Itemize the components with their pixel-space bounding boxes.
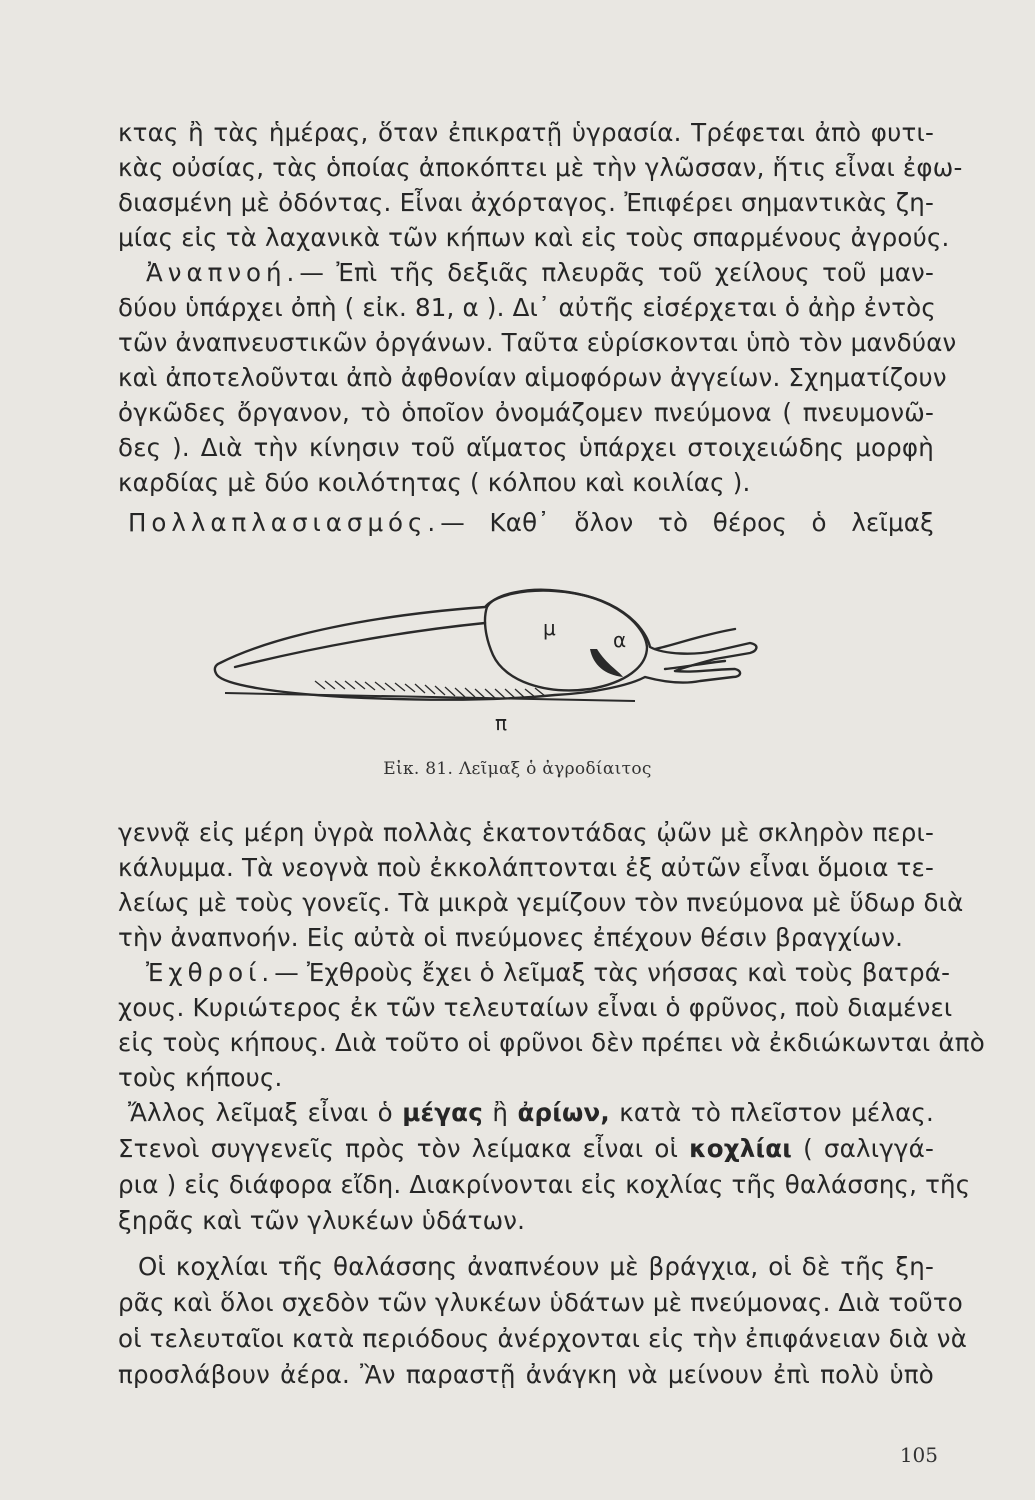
label-mu: μ <box>543 616 556 640</box>
other-slug-suffix: κατὰ τὸ πλεῖστον μέλας. <box>609 1098 934 1127</box>
enemies-heading: Ἐχθροί. <box>146 958 275 987</box>
text-line <box>128 508 934 538</box>
snails-prefix: Στενοὶ συγγενεῖς πρὸς τὸν λείμακα εἶναι οἱ <box>118 1134 690 1163</box>
text-line: εἰς τοὺς κήπους. Διὰ τοῦτο οἱ φρῦνοι δὲν πρέπει νὰ ἐκδιώκωνται ἀπὸ <box>118 1028 985 1057</box>
page-number: 105 <box>899 1443 938 1467</box>
label-alpha: α <box>613 628 627 652</box>
text-line <box>146 258 934 288</box>
text-line: κτας ἢ τὰς ἡμέρας, ὅταν ἐπικρατῇ ὑγρασία. Τρέφεται ἀπὸ φυτι- <box>118 118 934 147</box>
text-line: ξηρᾶς καὶ τῶν γλυκέων ὑδάτων. <box>118 1206 526 1235</box>
text-line: κάλυμμα. Τὰ νεογνὰ ποὺ ἐκκολάπτονται ἐξ αὐτῶν εἶναι ὅμοια τε- <box>118 853 934 882</box>
label-pi: π <box>495 711 508 735</box>
snails-suffix: ( σαλιγγά- <box>792 1134 934 1163</box>
text-line: οἱ τελευταῖοι κατὰ περιόδους ἀνέρχονται εἰς τὴν ἐπιφάνειαν διὰ νὰ <box>118 1324 968 1353</box>
other-slug-prefix: Ἄλλος λεῖμαξ εἶναι ὁ <box>128 1098 403 1127</box>
breathing-heading: Ἀναπνοή. <box>146 258 300 287</box>
text-line: τὴν ἀναπνοήν. Εἰς αὐτὰ οἱ πνεύμονες ἐπέχουν θέσιν βραγχίων. <box>118 923 904 952</box>
other-slug-mid: ἢ <box>482 1098 518 1127</box>
reproduction-first-line: — Καθ᾽ ὅλον τὸ θέρος ὁ λεῖμαξ <box>440 508 934 537</box>
snails-bold-kochliai: κοχλίαι <box>689 1134 793 1163</box>
text-line: γεννᾷ εἰς μέρη ὑγρὰ πολλὰς ἑκατοντάδας ᾠῶν μὲ σκληρὸν περι- <box>118 818 934 847</box>
text-line: ρια ) εἰς διάφορα εἴδη. Διακρίνονται εἰς κοχλίας τῆς θαλάσσης, τῆς <box>118 1170 971 1199</box>
text-line: προσλάβουν ἀέρα. Ἂν παραστῇ ἀνάγκη νὰ μείνουν ἐπὶ πολὺ ὑπὸ <box>118 1360 934 1389</box>
other-slug-bold-arion: ἀρίων, <box>517 1098 610 1127</box>
text-line: καὶ ἀποτελοῦνται ἀπὸ ἀφθονίαν αἱμοφόρων ἀγγείων. Σχηματίζουν <box>118 363 947 392</box>
text-line: ὀγκῶδες ὄργανον, τὸ ὁποῖον ὀνομάζομεν πνεύμονα ( πνευμονῶ- <box>118 398 934 427</box>
text-line: Οἱ κοχλίαι τῆς θαλάσσης ἀναπνέουν μὲ βράγχια, οἱ δὲ τῆς ξη- <box>138 1252 934 1281</box>
text-line: λείως μὲ τοὺς γονεῖς. Τὰ μικρὰ γεμίζουν τὸν πνεύμονα μὲ ὕδωρ διὰ <box>118 888 964 917</box>
text-line: μίας εἰς τὰ λαχανικὰ τῶν κήπων καὶ εἰς τοὺς σπαρμένους ἀγρούς. <box>118 223 950 252</box>
text-line <box>118 1134 934 1164</box>
other-slug-bold-megas: μέγας <box>402 1098 483 1127</box>
slug-body-outline <box>215 591 757 700</box>
text-line: καρδίας μὲ δύο κοιλότητας ( κόλπου καὶ κοιλίας ). <box>118 468 751 497</box>
text-line <box>128 1098 934 1128</box>
enemies-first-line: — Ἐχθροὺς ἔχει ὁ λεῖμαξ τὰς νήσσας καὶ τοὺς βατρά- <box>274 958 951 987</box>
text-line: τῶν ἀναπνευστικῶν ὀργάνων. Ταῦτα εὑρίσκονται ὑπὸ τὸν μανδύαν <box>118 328 957 357</box>
figure-caption: Εἰκ. 81. Λεῖμαξ ὁ ἀγροδίαιτος <box>383 759 652 779</box>
text-line: διασμένη μὲ ὀδόντας. Εἶναι ἀχόρταγος. Ἐπιφέρει σημαντικὰς ζη- <box>118 188 934 217</box>
breathing-first-line: — Ἐπὶ τῆς δεξιᾶς πλευρᾶς τοῦ χείλους τοῦ μαν- <box>299 258 934 287</box>
text-line: χους. Κυριώτερος ἐκ τῶν τελευταίων εἶναι ὁ φρῦνος, ποὺ διαμένει <box>118 993 953 1022</box>
text-line: τοὺς κήπους. <box>118 1063 283 1092</box>
slug-figure <box>195 585 795 735</box>
text-line <box>146 958 951 988</box>
text-line: ρᾶς καὶ ὅλοι σχεδὸν τῶν γλυκέων ὑδάτων μὲ πνεύμονας. Διὰ τοῦτο <box>118 1288 963 1317</box>
breathing-pore <box>590 649 623 677</box>
reproduction-heading: Πολλαπλασιασμός. <box>128 508 441 537</box>
text-line: δες ). Διὰ τὴν κίνησιν τοῦ αἵματος ὑπάρχει στοιχειώδης μορφὴ <box>118 433 934 462</box>
text-line: δύου ὑπάρχει ὀπὴ ( εἰκ. 81, α ). Δι᾽ αὐτῆς εἰσέρχεται ὁ ἀὴρ ἐντὸς <box>118 293 936 322</box>
text-line: κὰς οὐσίας, τὰς ὁποίας ἀποκόπτει μὲ τὴν γλῶσσαν, ἥτις εἶναι ἐφω- <box>118 153 963 182</box>
